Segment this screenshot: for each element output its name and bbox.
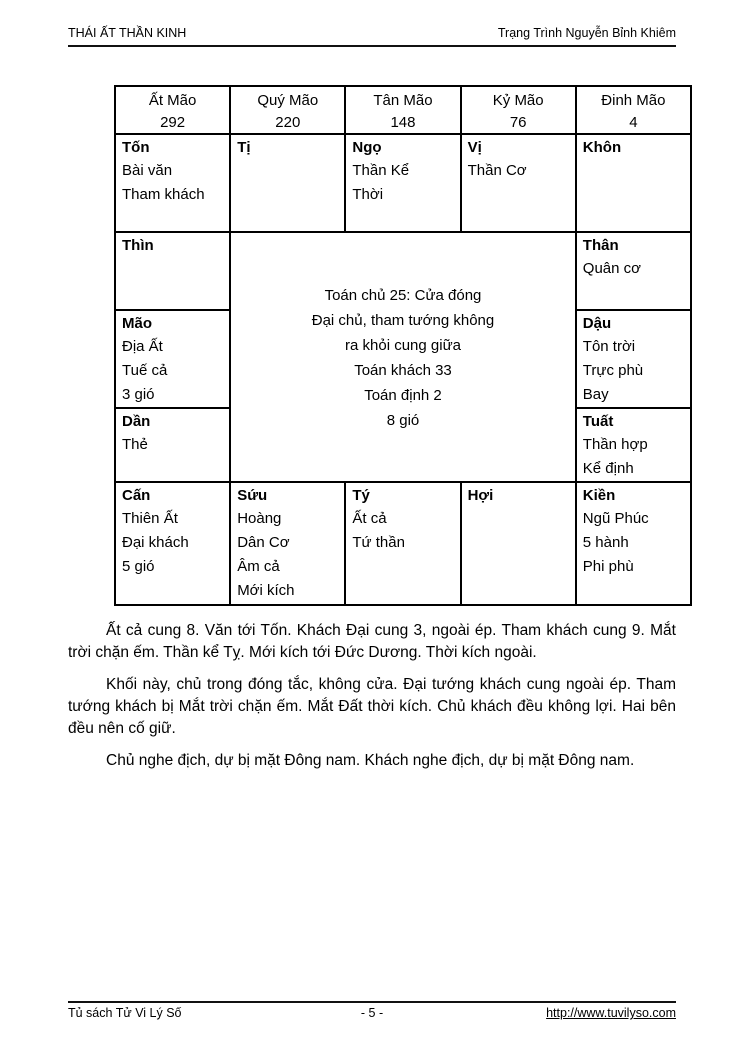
header-book-title: THÁI ẤT THẦN KINH (68, 26, 187, 40)
palace-cell-ton (116, 135, 229, 231)
paragraph-3: Chủ nghe địch, dự bị mặt Đông nam. Khách nghe địch, dự bị mặt Đông nam. (106, 752, 635, 769)
palace-label: Tị (237, 139, 251, 156)
palace-cell-ty (346, 483, 459, 604)
palace-cell-hoi (462, 483, 575, 604)
palace-line: 5 gió (122, 558, 155, 575)
palace-cell-khon (577, 135, 690, 231)
paragraph-2: Khối này, chủ trong đóng tắc, không cửa. Đại tướng khách cung ngoài ép. Tham tướng khách bị Mắt trời chặn ếm. Mắt Đất thời kích. Chủ khách đều không lợi. Hai bên đều nên cố giữ. (68, 676, 676, 737)
palace-line: Trực phù (582, 362, 644, 379)
palace-cell-suu (231, 483, 344, 604)
palace-line: Thiên Ất (122, 510, 178, 527)
year-value: 148 (390, 114, 416, 131)
palace-line: 5 hành (582, 534, 629, 551)
palace-label: Khôn (582, 139, 622, 156)
palace-line: Thần Kể (352, 162, 410, 179)
center-line: 8 gió (386, 412, 420, 429)
thai-at-chart (114, 85, 692, 606)
palace-label: Sứu (237, 487, 268, 504)
commentary-text (68, 620, 676, 782)
center-line: ra khỏi cung giữa (345, 337, 461, 354)
palace-line: Ngũ Phúc (582, 510, 649, 527)
center-line: Toán định 2 (364, 387, 442, 404)
year-value: 292 (160, 114, 186, 131)
palace-line: Quân cơ (582, 260, 641, 277)
paragraph-1: Ất cả cung 8. Văn tới Tốn. Khách Đại cung 3, ngoài ép. Tham khách cung 9. Mắt trời chặn ếm. Thần kể Tỵ. Mới kích tới Đức Dương. Thời kích ngoài. (68, 622, 676, 661)
palace-cell-thin (116, 233, 229, 309)
palace-cell-than (577, 233, 690, 309)
year-value: 4 (629, 114, 638, 131)
palace-line: Dân Cơ (237, 534, 290, 551)
year-cell-at-mao (116, 87, 229, 133)
year-value: 220 (275, 114, 301, 131)
page-number: - 5 - (360, 1006, 384, 1020)
year-name: Ất Mão (148, 92, 197, 109)
palace-label: Cấn (122, 487, 151, 504)
palace-line: Phi phù (582, 558, 634, 575)
palace-label: Ngọ (352, 139, 382, 156)
palace-label: Tuất (582, 413, 614, 430)
palace-label: Dần (122, 413, 151, 430)
center-line: Toán khách 33 (354, 362, 452, 379)
palace-line: Thẻ (122, 436, 148, 453)
palace-line: Thời (352, 186, 384, 203)
palace-label: Tốn (122, 139, 150, 156)
palace-cell-ngo (346, 135, 459, 231)
palace-line: Ất cả (352, 510, 387, 527)
palace-cell-dau (577, 311, 690, 407)
palace-line: Tuế cả (122, 362, 168, 379)
palace-label: Kiền (582, 487, 616, 504)
palace-label: Mão (122, 315, 152, 332)
page-footer (68, 1001, 676, 1020)
palace-cell-dan (116, 409, 229, 481)
palace-line: Tôn trời (582, 338, 636, 355)
palace-line: Âm cả (237, 558, 280, 575)
footer-url-link[interactable]: http://www.tuvilyso.com (546, 1006, 676, 1020)
palace-line: Thần hợp (582, 436, 648, 453)
palace-line: Hoàng (237, 510, 282, 527)
year-cell-quy-mao (231, 87, 344, 133)
chart-center-summary (231, 233, 575, 481)
palace-cell-vi (462, 135, 575, 231)
palace-label: Vị (467, 139, 482, 156)
palace-label: Thân (582, 237, 619, 254)
palace-line: Địa Ất (122, 338, 163, 355)
palace-line: Tham khách (122, 186, 205, 203)
year-name: Kỷ Mão (492, 92, 544, 109)
palace-cell-tuat (577, 409, 690, 481)
palace-cell-kien (577, 483, 690, 604)
palace-label: Hợi (467, 487, 494, 504)
palace-line: Đại khách (122, 534, 189, 551)
palace-line: Thần Cơ (467, 162, 527, 179)
palace-label: Tý (352, 487, 370, 504)
palace-line: Kể định (582, 460, 634, 477)
year-cell-dinh-mao (577, 87, 690, 133)
palace-line: Tứ thần (352, 534, 405, 551)
year-name: Tân Mão (373, 92, 433, 109)
palace-cell-can (116, 483, 229, 604)
year-name: Đinh Mão (601, 92, 666, 109)
year-cell-tan-mao (346, 87, 459, 133)
palace-line: Bay (582, 386, 609, 403)
center-line: Toán chủ 25: Cửa đóng (324, 287, 482, 304)
palace-line: Mới kích (237, 582, 295, 599)
palace-label: Dậu (582, 315, 612, 332)
center-line: Đại chủ, tham tướng không (311, 312, 495, 329)
year-cell-ky-mao (462, 87, 575, 133)
header-author: Trạng Trình Nguyễn Bỉnh Khiêm (497, 26, 676, 40)
palace-cell-ti (231, 135, 344, 231)
palace-line: Bài văn (122, 162, 173, 179)
year-name: Quý Mão (257, 92, 319, 109)
palace-label: Thìn (122, 237, 154, 254)
palace-line: 3 gió (122, 386, 155, 403)
page-header (68, 0, 676, 47)
palace-cell-mao (116, 311, 229, 407)
footer-series-title: Tủ sách Tử Vi Lý Số (68, 1006, 182, 1020)
year-value: 76 (509, 114, 527, 131)
